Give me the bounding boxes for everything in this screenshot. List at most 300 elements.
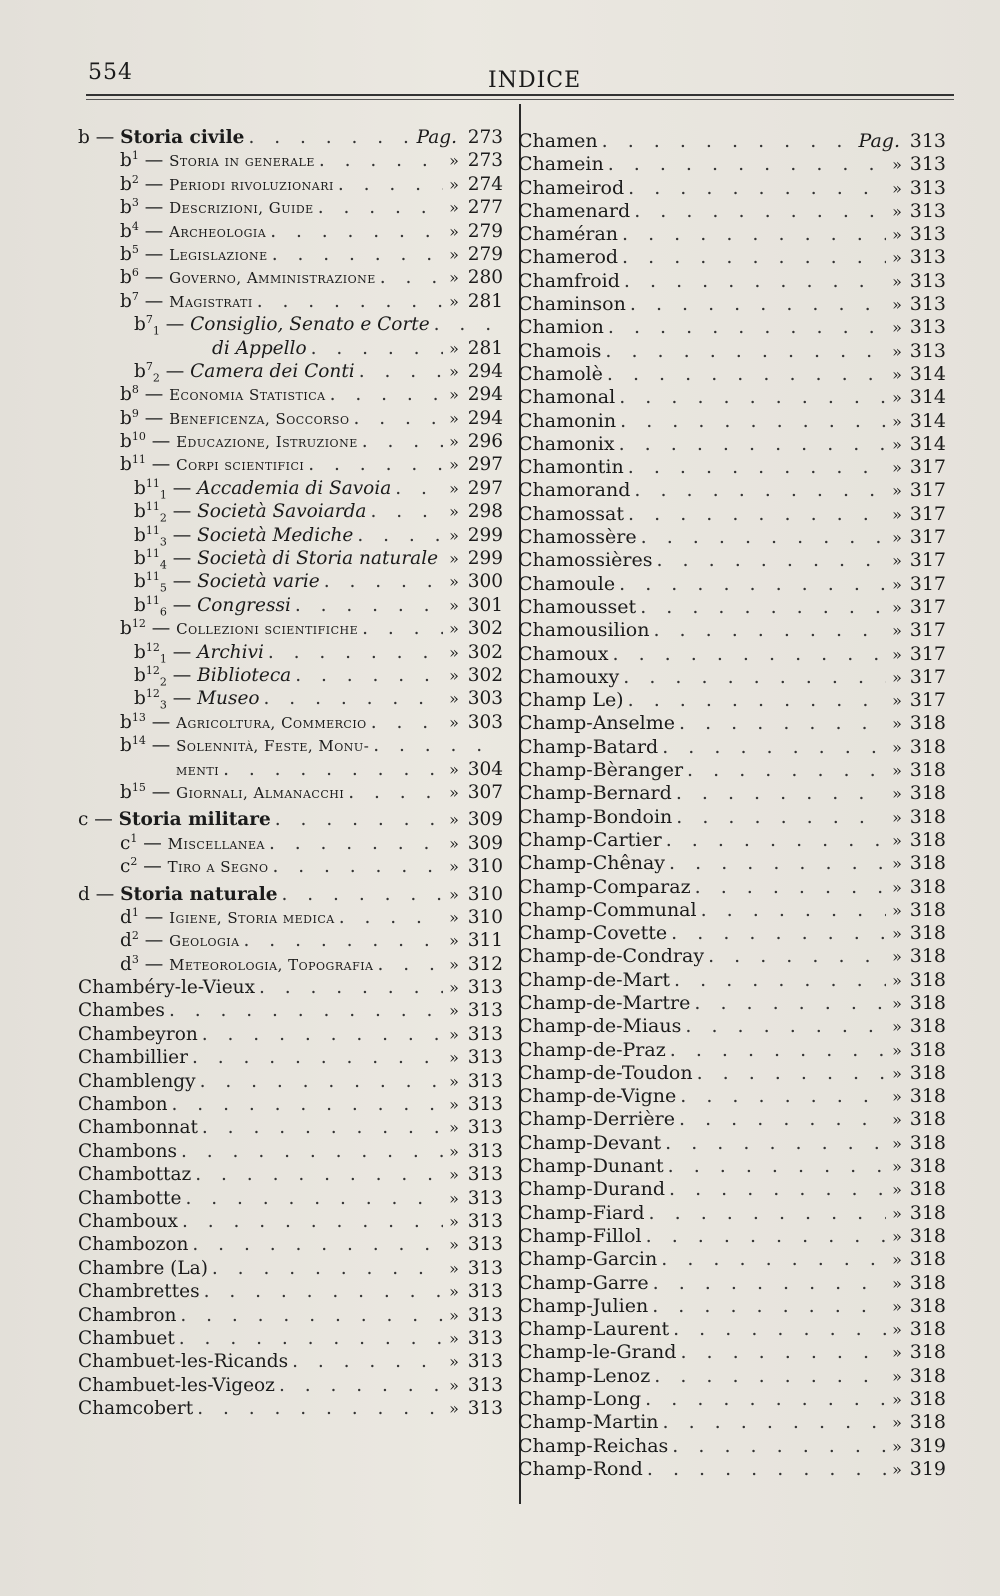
entry-title: Descrizioni, Guide [169, 199, 314, 218]
page-ref: 313 [909, 339, 946, 362]
ditto-mark: » [892, 574, 902, 594]
entry-code: b [134, 594, 146, 616]
entry-code: b [134, 664, 146, 686]
entry-code: d [120, 930, 132, 952]
page-ref: 318 [909, 1318, 946, 1341]
ditto-mark: » [449, 525, 459, 545]
ditto-mark: » [449, 810, 459, 830]
dot-leader [626, 293, 886, 316]
dot-leader [353, 524, 443, 547]
place-name: Champ-Communal [518, 898, 697, 921]
place-entry [518, 1248, 946, 1271]
page-ref: 279 [467, 220, 503, 242]
place-name: Chambons [78, 1140, 178, 1162]
index-entry [78, 126, 503, 149]
index-entry [78, 929, 503, 952]
dot-leader [658, 736, 886, 759]
entry-code: b [120, 735, 132, 757]
index-entry [78, 243, 503, 266]
place-entry [518, 1132, 946, 1155]
index-entry [78, 360, 503, 383]
ditto-mark: » [892, 341, 902, 361]
place-entry [518, 293, 946, 316]
entry-title: Società di Storia naturale [197, 548, 439, 570]
entry-sup: 12 [145, 663, 160, 677]
entry-label [78, 337, 307, 360]
page-ref: 313 [909, 176, 946, 199]
index-entry [78, 500, 503, 523]
place-name: Champ-de-Condray [518, 945, 705, 968]
dot-leader [603, 363, 886, 386]
ditto-mark: » [892, 807, 902, 827]
section-letter: d [78, 883, 90, 905]
page-ref: 313 [467, 1047, 503, 1069]
place-name: Chambuet-les-Ricands [78, 1351, 289, 1373]
entry-code: b [120, 197, 132, 219]
page-ref: 318 [909, 852, 946, 875]
entry-sup: 1 [130, 831, 138, 845]
place-name: Chambre (La) [78, 1257, 208, 1279]
place-name: Champ-de-Praz [518, 1038, 666, 1061]
dot-leader [314, 196, 443, 219]
place-entry [518, 363, 946, 386]
page-ref: 313 [467, 1351, 503, 1373]
page-ref: 274 [467, 173, 503, 195]
page-ref: 294 [467, 360, 503, 382]
page-ref: 281 [467, 290, 503, 312]
place-entry [518, 479, 946, 502]
dot-leader [264, 641, 443, 664]
dot-leader [664, 1155, 886, 1178]
place-name: Champ-Covette [518, 922, 668, 945]
place-entry [518, 503, 946, 526]
place-name: Champ-Dunant [518, 1155, 664, 1178]
entry-sup: 12 [131, 617, 146, 631]
place-entry [78, 1210, 503, 1233]
entry-code: b [120, 267, 132, 289]
place-name: Champ-Long [518, 1388, 642, 1411]
page-ref: 313 [909, 246, 946, 269]
entry-title: Corpi scientifici [176, 456, 305, 475]
ditto-mark: » [449, 408, 459, 428]
place-name: Chamorand [518, 479, 631, 502]
dot-leader [307, 337, 443, 360]
place-name: Champ-Durand [518, 1178, 665, 1201]
place-name: Champ-de-Martre [518, 991, 691, 1014]
page-ref: 273 [467, 127, 503, 148]
place-name: Chambes [78, 1000, 165, 1022]
entry-title: Biblioteca [197, 664, 292, 686]
place-name: Champ-Chênay [518, 852, 666, 875]
ditto-mark: » [449, 549, 459, 569]
entry-title: Museo [197, 688, 260, 710]
ditto-mark: » [449, 502, 459, 522]
entry-code: b [120, 384, 132, 406]
page-header [88, 60, 960, 94]
dot-leader [620, 270, 886, 293]
page-ref: 294 [467, 407, 503, 429]
entry-label: $b^{15}$ — Giornali, Almanacchi [120, 780, 345, 803]
ditto-mark: » [892, 761, 902, 781]
dot-leader [672, 782, 886, 805]
index-entry [78, 832, 503, 855]
place-entry [518, 386, 946, 409]
page-ref: 318 [909, 782, 946, 805]
ditto-mark: » [892, 1273, 902, 1293]
dot-leader [358, 430, 443, 453]
dot-leader [616, 410, 886, 433]
place-name: Champ-Bernard [518, 782, 672, 805]
ditto-mark: » [892, 993, 902, 1013]
page-ref: 313 [467, 1304, 503, 1326]
entry-code: c [120, 856, 131, 878]
place-name: Champ-Derrière [518, 1108, 675, 1131]
entry-label: $c^1$ — Miscellanea [120, 831, 265, 854]
entry-label: $b^4$ — Archeologia [120, 219, 267, 242]
ditto-mark: » [449, 1165, 459, 1185]
index-entry [78, 407, 503, 430]
entry-code: b [134, 360, 146, 382]
entry-title: Società varie [197, 571, 320, 593]
dot-leader [618, 223, 886, 246]
page-number: 554 [88, 60, 133, 85]
dot-leader [667, 922, 886, 945]
page-ref: 297 [467, 477, 503, 499]
entry-code: b [134, 314, 146, 336]
entry-title: Beneficenza, Soccorso [169, 409, 350, 428]
ditto-mark: » [449, 572, 459, 592]
entry-code: b [134, 477, 146, 499]
place-entry [78, 1280, 503, 1303]
dot-leader [681, 1015, 886, 1038]
entry-sub: 2 [152, 371, 160, 385]
entry-label: $d^3$ — Meteorologia, Topografia [120, 952, 374, 975]
page-ref: 302 [467, 641, 503, 663]
entry-sub: 3 [159, 535, 167, 549]
dot-leader [177, 1140, 443, 1163]
page-ref: 297 [467, 454, 503, 476]
entry-label: $b^{11}_3$ — Società Mediche [134, 523, 354, 549]
page-ref: 281 [467, 337, 503, 359]
place-entry [518, 410, 946, 433]
place-name: Chambuet [78, 1327, 175, 1349]
ditto-mark: » [449, 978, 459, 998]
ditto-mark: » [892, 1250, 902, 1270]
place-name: Champ-Martin [518, 1411, 659, 1434]
ditto-mark: » [892, 411, 902, 431]
place-name: Chamblengy [78, 1070, 196, 1092]
entry-title: Archeologia [169, 222, 267, 241]
place-entry [518, 1039, 946, 1062]
entry-title-cont: di Appello [212, 337, 307, 359]
place-name: Chambéry-le-Vieux [78, 977, 255, 999]
place-entry [78, 1233, 503, 1256]
ditto-mark: » [449, 385, 459, 405]
ditto-mark: » [449, 1375, 459, 1395]
place-entry [518, 899, 946, 922]
dot-leader [672, 806, 886, 829]
entry-title: Economia Statistica [169, 386, 326, 405]
entry-code: c [120, 832, 131, 854]
place-name: Chamouxy [518, 665, 620, 688]
entry-code: b [120, 150, 132, 172]
page-ref: 318 [909, 1248, 946, 1271]
section-title: Storia militare [118, 809, 271, 831]
ditto-mark: » [892, 784, 902, 804]
ditto-mark: » [892, 295, 902, 315]
dot-leader [636, 596, 886, 619]
entry-title: Tiro a Segno [167, 858, 269, 877]
page-ref: 302 [467, 664, 503, 686]
ditto-mark: » [892, 1366, 902, 1386]
ditto-mark: » [892, 830, 902, 850]
place-entry [78, 1116, 503, 1139]
dot-leader [265, 832, 443, 855]
place-name: Champ-Rond [518, 1457, 643, 1480]
place-entry [518, 270, 946, 293]
index-entry [78, 477, 503, 500]
ditto-mark: » [892, 597, 902, 617]
dot-leader [669, 1318, 886, 1341]
index-entry [78, 570, 503, 596]
dot-leader [665, 1178, 886, 1201]
page-ref: 318 [909, 875, 946, 898]
page-ref: 318 [909, 1201, 946, 1224]
place-name: Chamossère [518, 526, 637, 549]
place-entry [518, 573, 946, 596]
page-ref: 317 [909, 619, 946, 642]
ditto-mark: » [892, 900, 902, 920]
dot-leader [165, 999, 443, 1022]
place-name: Chamein [518, 153, 604, 176]
ditto-mark: » [449, 478, 459, 498]
ditto-mark: » [892, 1436, 902, 1456]
page-ref: 318 [909, 1178, 946, 1201]
dot-leader [376, 266, 443, 289]
dot-leader [349, 407, 443, 430]
dot-leader [604, 316, 886, 339]
dot-leader [275, 1374, 443, 1397]
place-name: Chamonix [518, 432, 615, 455]
entry-title: Accademia di Savoia [197, 477, 392, 499]
page-ref: 318 [909, 759, 946, 782]
place-entry [78, 1257, 503, 1280]
page-ref: 314 [909, 362, 946, 385]
place-name: Chamossat [518, 502, 625, 525]
dot-leader [645, 1202, 886, 1225]
place-entry [78, 1093, 503, 1116]
dot-leader [624, 689, 886, 712]
section-title: Storia naturale [120, 883, 278, 905]
page-ref: 318 [909, 1155, 946, 1178]
place-name: Chamcobert [78, 1398, 194, 1420]
place-name: Champ-de-Mart [518, 968, 671, 991]
dot-leader [193, 1397, 443, 1420]
place-entry [518, 922, 946, 945]
place-name: Champ-Devant [518, 1131, 662, 1154]
place-name: Champ-Reichas [518, 1434, 669, 1457]
page-ref: 318 [909, 1341, 946, 1364]
ditto-mark: » [892, 1110, 902, 1130]
entry-label: $b^7_1$ — Consiglio, Senato e Corte [134, 312, 430, 338]
ditto-mark: » [892, 970, 902, 990]
place-name: Chamoux [518, 642, 609, 665]
index-entry [78, 641, 503, 664]
place-name: Champ-Batard [518, 735, 659, 758]
ditto-mark: » [449, 174, 459, 194]
dot-leader [269, 855, 443, 878]
place-entry [518, 736, 946, 759]
entry-sub: 2 [159, 675, 167, 689]
entry-sub: 4 [159, 558, 167, 572]
entry-sub: 5 [159, 582, 167, 596]
entry-sup: 6 [131, 266, 139, 280]
page-ref: 299 [467, 548, 503, 570]
ditto-mark: » [449, 1305, 459, 1325]
entry-title: Storia in generale [169, 152, 315, 171]
dot-leader [176, 1304, 443, 1327]
dot-leader [642, 1225, 886, 1248]
place-entry [518, 1202, 946, 1225]
page-ref: 318 [909, 991, 946, 1014]
place-name: Chambozon [78, 1234, 189, 1256]
page-ref: 318 [909, 735, 946, 758]
place-name: Chambottaz [78, 1164, 192, 1186]
place-name: Chaméran [518, 223, 619, 246]
page-ref: 313 [909, 269, 946, 292]
page-ref: 309 [467, 809, 503, 831]
ditto-mark: » [449, 455, 459, 475]
ditto-mark: » [449, 1352, 459, 1372]
entry-label: $b^{12}$ — Collezioni scientifiche [120, 617, 359, 640]
index-entry [78, 453, 503, 476]
page-ref: 309 [467, 832, 503, 854]
place-name: Chamboux [78, 1210, 178, 1232]
section-letter: c [78, 809, 89, 831]
ditto-mark: » [449, 712, 459, 732]
ditto-mark: » [892, 1320, 902, 1340]
place-entry [518, 852, 946, 875]
page-ref: 299 [467, 524, 503, 546]
entry-code: b [120, 454, 132, 476]
ditto-mark: » [892, 364, 902, 384]
ditto-mark: » [449, 759, 459, 779]
index-entry [78, 594, 503, 617]
place-entry [78, 1163, 503, 1186]
place-entry [518, 1295, 946, 1318]
dot-leader [630, 200, 886, 223]
page-ref: 313 [467, 1210, 503, 1232]
ditto-mark: » [892, 924, 902, 944]
page-ref: 313 [909, 130, 946, 152]
entry-sup: 3 [131, 196, 139, 210]
page-ref: 303 [467, 688, 503, 710]
dot-leader [200, 1280, 443, 1303]
entry-sub: 1 [159, 488, 167, 502]
index-entry-continued [78, 758, 503, 781]
dot-leader [641, 1388, 886, 1411]
ditto-mark: » [449, 931, 459, 951]
ditto-mark: » [892, 1063, 902, 1083]
page-ref: 313 [467, 1070, 503, 1092]
place-entry [518, 1062, 946, 1085]
place-name: Chamolè [518, 362, 603, 385]
header-rule [86, 94, 954, 96]
entry-label: $b^9$ — Beneficenza, Soccorso [120, 406, 350, 429]
ditto-mark: » [892, 551, 902, 571]
page-ref: 313 [909, 316, 946, 339]
entry-title: Società Savoiarda [197, 501, 367, 523]
entry-title: Legislazione [169, 245, 268, 264]
ditto-mark: » [449, 1024, 459, 1044]
entry-sup: 5 [131, 242, 139, 256]
dot-leader [358, 617, 443, 640]
index-entry [78, 808, 503, 831]
entry-title: Solennità, Feste, Monu- [176, 737, 370, 756]
dot-leader [619, 666, 886, 689]
section-letter: b [78, 127, 90, 148]
index-entry [78, 430, 503, 453]
page-ref: 313 [467, 1234, 503, 1256]
place-name: Champ-Garre [518, 1271, 649, 1294]
place-entry [518, 1178, 946, 1201]
place-name: Chamen [518, 130, 598, 152]
place-name: Champ-Comparaz [518, 875, 691, 898]
dot-leader [662, 829, 886, 852]
entry-label: $b^{11}_1$ — Accademia di Savoia [134, 476, 392, 502]
ditto-mark: » [449, 1188, 459, 1208]
dot-leader [168, 1093, 443, 1116]
ditto-mark: » [449, 782, 459, 802]
place-name: Champ-le-Grand [518, 1341, 677, 1364]
entry-sup: 12 [145, 687, 160, 701]
page-ref: 318 [909, 945, 946, 968]
dot-leader [335, 906, 443, 929]
dot-leader [601, 340, 886, 363]
entry-sup: 13 [131, 710, 146, 724]
dot-leader [657, 1248, 886, 1271]
entry-code: d [120, 953, 132, 975]
page-ref: 318 [909, 1061, 946, 1084]
ditto-mark: » [449, 1328, 459, 1348]
ditto-mark: » [892, 1087, 902, 1107]
dot-leader [255, 976, 443, 999]
entry-code: b [120, 290, 132, 312]
entry-sup: 3 [131, 952, 139, 966]
ditto-mark: » [892, 201, 902, 221]
place-entry [78, 1140, 503, 1163]
dot-leader [374, 953, 444, 976]
index-entry [78, 220, 503, 243]
ditto-mark: » [892, 1157, 902, 1177]
place-entry [518, 1108, 946, 1131]
entry-code: b [120, 711, 132, 733]
dot-leader [675, 712, 886, 735]
ditto-mark: » [449, 1118, 459, 1138]
place-entry [518, 526, 946, 549]
place-name: Chamonin [518, 409, 617, 432]
index-entry [78, 734, 503, 757]
place-entry [518, 1341, 946, 1364]
place-name: Chamontin [518, 456, 624, 479]
ditto-mark: » [449, 1235, 459, 1255]
place-name: Chamonal [518, 386, 616, 409]
entry-sup: 11 [145, 546, 160, 560]
dot-leader [675, 1108, 886, 1131]
ditto-mark: » [892, 1203, 902, 1223]
dot-leader [683, 759, 886, 782]
dot-leader [188, 1233, 443, 1256]
